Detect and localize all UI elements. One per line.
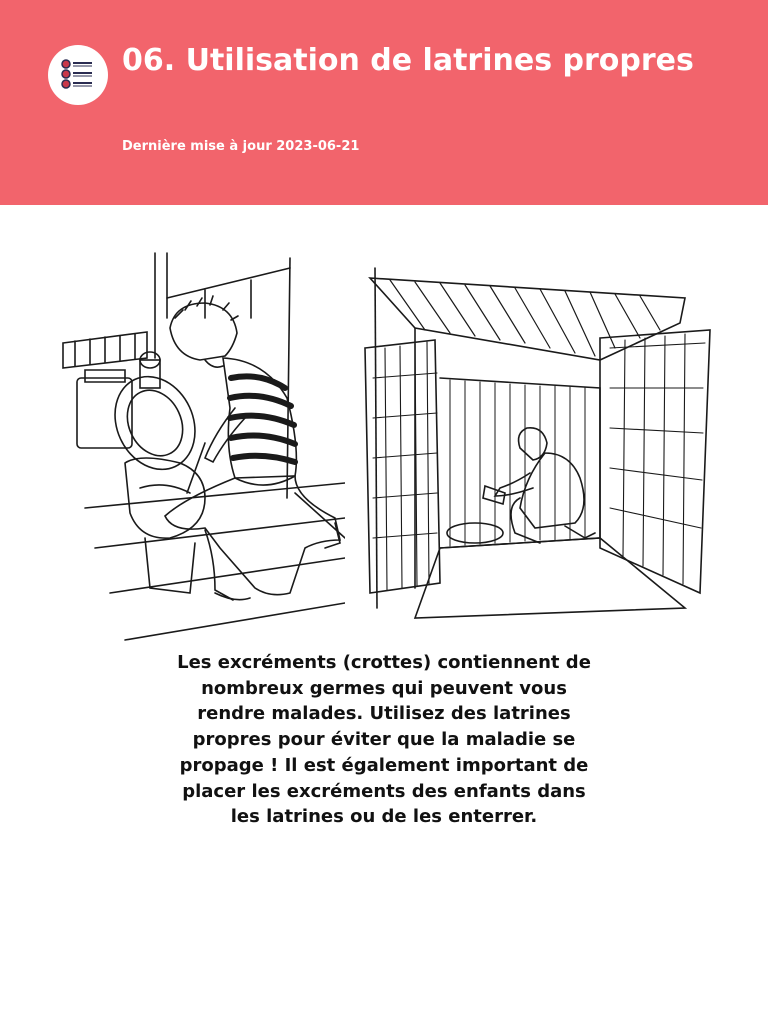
body-text: Les excréments (crottes) contiennent de nombreux germes qui peuvent vous rendre malades. Utilisez des latrines propres pour éviter que la maladie se propage ! Il est également important de placer les excréments des enfants dans les latrines ou de les enterrer. <box>177 652 591 828</box>
page-header <box>0 0 768 205</box>
checklist-icon <box>48 45 108 105</box>
person-squatting-in-latrine-illustration <box>355 248 715 648</box>
person-cleaning-toilet-illustration <box>55 248 345 648</box>
page-title: 06. Utilisation de latrines propres <box>122 43 694 78</box>
last-updated-date: Dernière mise à jour 2023-06-21 <box>122 139 360 154</box>
